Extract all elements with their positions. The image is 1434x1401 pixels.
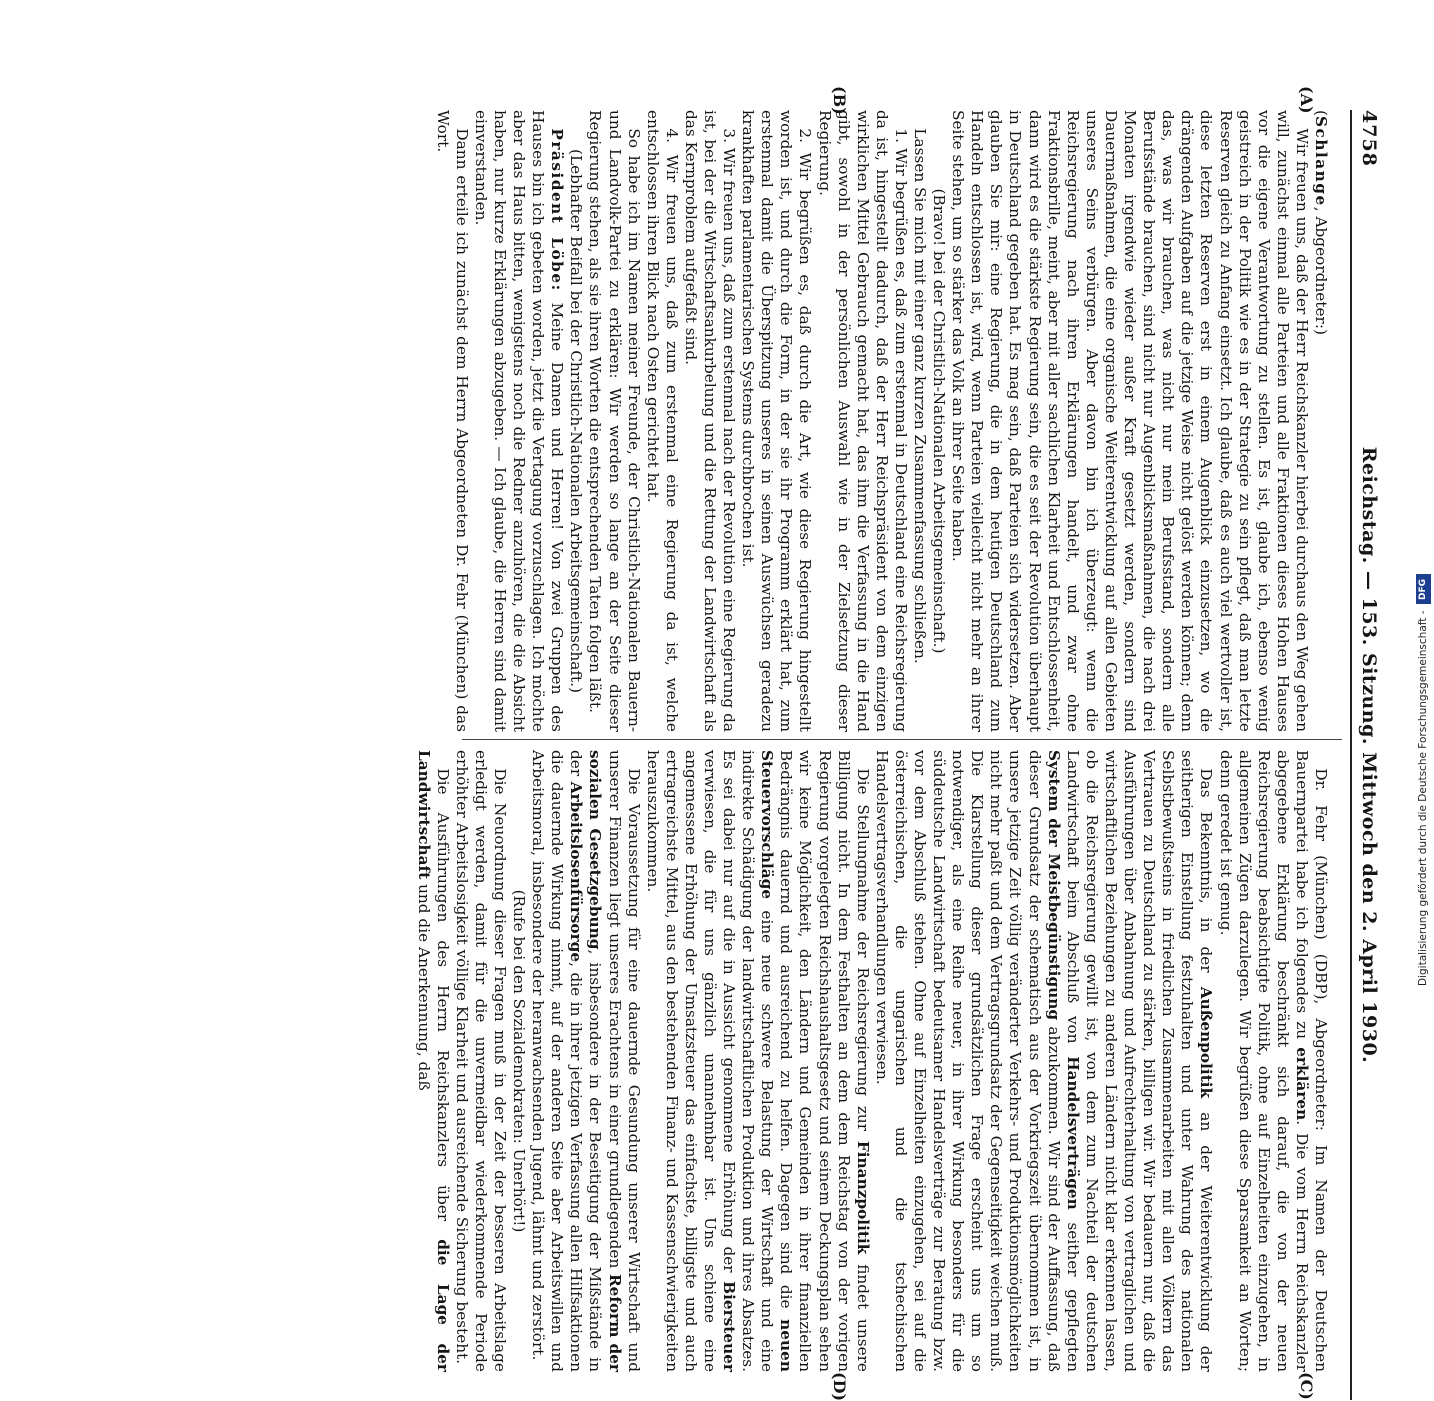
speech-text: verwiesen, die für uns gänzlich unannehmbar ist. Uns schiene eine angemessene Erhöhung der Umsatzsteuer das einfachste, billigste und auch ertragreichste Mittel, aus den bestehenden Finanz- und Kassenschwierigkeiten herauszukommen. [643,750,719,1372]
speech-text: und die Anerkennung, daß [414,884,433,1091]
speech-text: findet unsere Billigung nicht. In dem Festhalten an dem dem Reichstag von der vorigen Regierung vorgelegten Reichshaushaltsgesetz und seinem Deckungsplan sehen wir keine Möglichkeit, den Ländern und Gemeinden in ihrer finanziellen Bedrängnis dauernd und ausreichend zu helfen. Dagegen sind die [777,750,872,1372]
president-text: Meine Damen und Herren! Von zwei Gruppen des Hauses bin ich gebeten worden, jetzt die Vertagung vorzuschlagen. Ich möchte aber das Haus bitten, wenigstens noch die Redner anzuhören, die die Absicht haben, nur kurze Erklärungen abzugeben. — Ich glaube, die Herren sind damit einverstanden. [471,110,567,732]
credit-text: Digitalisierung gefördert durch die Deutsche Forschungsgemeinschaft - [1417,610,1429,986]
speech-paragraph [414,750,452,1372]
speech-text: besteht. [452,1301,471,1365]
interjection-note: (Rufe bei den Sozialdemokraten: Unerhört!) [510,889,529,1233]
page-number: 4758 [1358,110,1380,167]
left-column [433,110,1330,732]
speech-text: . Die vom Herrn Reichskanzler abgegebene Erklärung beschränkt sich darauf, die von der neuen Reichsregierung beabsichtigte Politik, ohne auf Einzelheiten einzugehen, in allgemeinen Zügen darzulegen. Wir begrüßen diese Sparsamkeit an Worten; denn geredet ist genug. [1216,750,1311,1372]
bold-term: erklären [1292,1047,1311,1121]
speech-text: , insbesondere in der Beseitigung der Mißstände in der [567,750,605,1373]
speech-text: Die Ausführungen des Herrn Reichskanzlers über [433,768,452,1222]
bold-term: die Lage der Landwirtschaft [414,750,452,1372]
speech-text: abzukommen. Wir sind der Auffassung, daß dieser Grundsatz der schematisch aus der Vorkriegszeit übernommen ist, in unsere jetzige Zeit völlig veränderter Verkehrs- und Produktionsmöglichkeiten nicht mehr paßt und dem Vertragsgrundsatz der Gegenseitigkeit weichen muß. Die Klarstellung dieser grundsätzlichen Frage erscheint uns um so notwendiger, als eine Reihe neuer, in ihrer Wirkung besonders für die süddeutsche Landwirtschaft bedeutsamer Handelsverträge zur Beratung bzw. vor dem Abschluß stehen. Ohne auf Einzelheiten einzugehen, sei auf die österreichischen, die ungarischen und die tschechischen Handelsvertragsverhandlungen verwiesen. [872,750,1063,1372]
margin-mark-d: (D) [830,1372,849,1401]
speech-paragraph [872,750,1216,1372]
speech-text: Das Bekenntnis, in der [1197,768,1216,973]
digitization-credit [1411,14,1431,986]
right-column [414,750,1330,1373]
bold-term: Biersteuer [720,1281,739,1372]
speech-paragraph: Wir freuen uns, daß der Herr Reichskanzler hierbei durchaus den Weg gehen will, zunächst einmal alle Parteien und alle Fraktionen dieses Hohen Hauses vor die eigene Verantwortung zu stellen. Es ist, glaube ich, ebenso wenig geistreich in der Politik wie es in der Strategie zu sein pflegt, daß man letzte Reserven gleich zu Anfang einsetzt. Ich glaube, daß es auch viel wertvoller ist, diese letzten Reserven erst in einem Augenblick einzusetzen, wo die drängenden Aufgaben auf die jetzige Weise nicht gelöst werden können; denn das, was wir brauchen, was nicht nur mein Berufsstand, sondern alle Berufsstände brauchen, sind nicht nur Augenblicksmaßnahmen, die nach drei Monaten irgendwie wieder außer Kraft gesetzt werden, sondern sind Dauermaßnahmen, die eine organische Weiterentwicklung auf allen Gebieten unseres Seins verbürgen. Aber davon bin ich überzeugt: wenn die Reichsregierung nach ihren Erklärungen handelt, und zwar ohne Fraktionsbrille, meint, aber mit aller sachlichen Klarheit und Entschlossenheit, dann wird es die stärkste Regierung sein, die es seit der Revolution überhaupt in Deutschland gegeben hat. Es mag sein, daß Parteien sich widersetzen. Aber glauben Sie mir: eine Regierung, die in dem heutigen Deutschland zum Handeln entschlossen ist, wird, wenn Parteien vielleicht nicht mehr an ihrer Seite stehen, um so stärker das Volk an ihrer Seite haben. [949,110,1311,732]
president-paragraph [471,110,566,732]
page-title: Reichstag. — 153. Sitzung. Mittwoch den 2. April 1930. [1358,446,1380,1064]
speech-paragraph: 1. Wir begrüßen es, daß zum erstenmal in Deutschland eine Reichsregierung da ist, hingestellt dadurch, daß der Herr Reichspräsident von dem einzigen wirklichen Mittel Gebrauch gemacht hat, das ihm die Verfassung in die Hand gibt, sowohl in der persönlichen Auswahl wie in der Zielsetzung dieser Regierung. [815,110,910,732]
bold-term: Arbeitslosenfürsorge [567,781,586,963]
margin-mark-a: (A) [1297,86,1316,114]
speech-text: Die Neuordnung dieser Fragen muß in der Zeit der besseren Arbeitslage erledigt werden, damit für die unvermeidbar wiederkommende Periode erhöhter Arbeitslosigkeit völlige Klarheit und ausreichende Sicherung [452,750,509,1372]
dfg-logo: DFG [1416,574,1431,604]
column-divider [462,739,1342,740]
credit-text-wrapper [1413,14,1433,986]
margin-mark-c: (C) [1297,1372,1316,1400]
speech-paragraph [1215,750,1330,1372]
speech-paragraph: 2. Wir begrüßen es, daß durch die Art, wie diese Regierung hingestellt worden ist, und durch die Form, in der sie ihr Programm erklärt hat, zum erstenmal damit die Überspitzung unseres in seinen Auswüchsen geradezu krankhaften parlamentarischen Systems durchbrochen ist. [739,110,815,732]
page-header [1350,110,1382,1400]
speaker-intro: (München) (DBP), Abgeordneter: Im Namen der Deutschen Bauernpartei habe ich folgendes zu [1292,750,1330,1372]
speech-text: an der Weiterentwicklung der seitherigen Einstellung festzuhalten und unter Wahrung des nationalen Selbstbewußtseins in friedlichen Zusammenarbeiten mit allen Völkern das Vertrauen zu Deutschland zu stärken, billigen wir. Wir bedauern nur, daß die Ausführungen über Anbahnung und Aufrechterhaltung von vertraglichen und wirtschaftlichen Beziehungen zu anderen Ländern nicht klar erkennen lassen, ob die Reichsregierung gewillt ist, von dem zum Nachteil der deutschen Landwirtschaft beim Abschluß von [1063,750,1216,1372]
bold-term: Handelsverträgen [1063,1056,1082,1210]
speech-text: eine neue schwere Belastung der Wirtschaft und eine indirekte Schädigung der landwirtschaftlichen Produktion und ihres Absatzes. Es sei dabei nur auf die in Aussicht genommene Erhöhung der [720,750,777,1373]
speech-paragraph [452,750,509,1372]
applause-note: (Bravo! bei der Christlich-Nationalen Arbeitsgemeinschaft.) [930,188,949,654]
margin-mark-b: (B) [830,86,849,115]
bold-term: System der Meistbegünstigung [1044,750,1063,1021]
president-paragraph: Dann erteile ich zunächst dem Herrn Abgeordneten Dr. Fehr (München) das Wort. [433,110,471,732]
bold-term: neuen Steuervorschläge [758,750,796,1372]
speech-paragraph: 3. Wir freuen uns, daß zum erstenmal nach der Revolution eine Regierung da ist, bei der die Wirtschaftsankurbelung und die Rettung der Landwirtschaft als das Kernproblem aufgefaßt sind. [681,110,739,732]
speech-paragraph: So habe ich im Namen meiner Freunde, der Christlich-Nationalen Bauern- und Landvolk-Partei zu erklären: Wir werden so lange an der Seite dieser Regierung stehen, als sie ihren Worten die entsprechenden Taten folgen läßt. [586,110,643,732]
bold-term: Finanzpolitik [853,1140,872,1255]
speech-paragraph [528,750,643,1372]
speech-paragraph: (Schlange, Abgeordneter:) [1312,110,1330,335]
speaker-name: Schlange [1312,115,1330,207]
speech-paragraph: 4. Wir freuen uns, daß zum erstenmal eine Regierung da ist, welche entschlossen ihren Blick nach Osten gerichtet hat. [643,110,681,732]
applause-note: (Lebhafter Beifall bei der Christlich-Nationalen Arbeitsgemeinschaft.) [567,149,586,693]
speech-text: , die in ihrer jetzigen Verfassung allen Hilfsaktionen die dauernde Wirkung nimmt, auf der anderen Seite aber Arbeitswillen und Arbeitsmoral, insbesondere der heranwachsenden Jugend, lähmt und zerstört. [529,750,586,1372]
speech-text: Die Stellungnahme der Reichsregierung zur [853,768,872,1132]
speaker-role: , Abgeordneter:) [1312,206,1330,335]
speech-text: seither gepflegten [1063,1222,1082,1372]
bold-term: Reform der sozialen Gesetzgebung [586,750,624,1372]
speaker-name: Dr. Fehr [1312,768,1330,842]
bold-term: Außenpolitik [1197,986,1216,1099]
speech-paragraph [643,750,872,1372]
speech-text: Die Voraussetzung für eine dauernde Gesundung unserer Wirtschaft und unserer Finanzen liegt unseres Erachtens in einer grundlegenden [605,750,643,1372]
president-name: Präsident Löbe: [548,128,567,292]
speech-paragraph: Lassen Sie mich mit einer ganz kurzen Zusammenfassung schließen. [911,128,930,664]
